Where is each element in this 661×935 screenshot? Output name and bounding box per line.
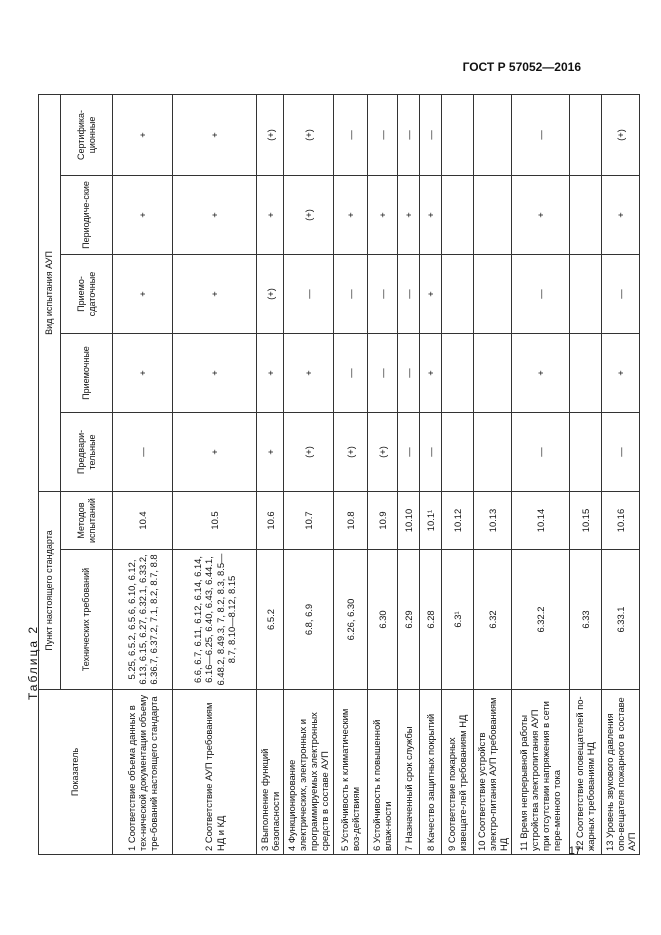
cell-handover bbox=[569, 255, 601, 334]
cell-periodic bbox=[441, 176, 473, 255]
cell-indicator: 1 Соответствие объема данных в тех-нической документации объему тре-бований настоящего стандарта bbox=[113, 690, 173, 855]
cell-certification bbox=[569, 94, 601, 175]
cell-handover: + bbox=[113, 255, 173, 334]
header-preliminary: Предвари-тельные bbox=[61, 413, 113, 492]
header-clause-group: Пункт настоящего стандарта bbox=[39, 492, 61, 690]
cell-acceptance: + bbox=[113, 334, 173, 413]
rotated-table-container bbox=[38, 95, 638, 855]
cell-handover: + bbox=[419, 255, 441, 334]
cell-tech-req: 6.8, 6.9 bbox=[284, 550, 333, 690]
cell-acceptance: + bbox=[257, 334, 284, 413]
cell-preliminary: + bbox=[173, 413, 257, 492]
cell-acceptance: + bbox=[511, 334, 569, 413]
header-handover: Приемо-сдаточные bbox=[61, 255, 113, 334]
page-number: 17 bbox=[568, 845, 581, 857]
table-row bbox=[113, 94, 173, 854]
cell-certification: — bbox=[397, 94, 419, 175]
cell-periodic: + bbox=[333, 176, 367, 255]
cell-indicator: 5 Устойчивость к климатическим воз-действиям bbox=[333, 690, 367, 855]
table-row bbox=[419, 94, 441, 854]
cell-tech-req: 6.33 bbox=[569, 550, 601, 690]
table-caption: Таблица 2 bbox=[26, 624, 40, 700]
cell-indicator: 12 Соответствие оповещателей по-жарных требованиям НД bbox=[569, 690, 601, 855]
header-indicator: Показатель bbox=[39, 690, 113, 855]
table-row bbox=[397, 94, 419, 854]
cell-certification bbox=[473, 94, 511, 175]
cell-handover: + bbox=[173, 255, 257, 334]
cell-acceptance bbox=[569, 334, 601, 413]
header-test-type-group: Вид испытания АУП bbox=[39, 94, 61, 491]
cell-certification: — bbox=[333, 94, 367, 175]
cell-acceptance bbox=[441, 334, 473, 413]
cell-certification: — bbox=[367, 94, 397, 175]
cell-preliminary: + bbox=[257, 413, 284, 492]
cell-tech-req: 6.28 bbox=[419, 550, 441, 690]
cell-test-method: 10.16 bbox=[601, 492, 639, 550]
cell-handover: — bbox=[511, 255, 569, 334]
cell-periodic: + bbox=[601, 176, 639, 255]
cell-handover: (+) bbox=[257, 255, 284, 334]
cell-certification bbox=[441, 94, 473, 175]
cell-periodic bbox=[473, 176, 511, 255]
cell-periodic: (+) bbox=[284, 176, 333, 255]
cell-test-method: 10.6 bbox=[257, 492, 284, 550]
cell-periodic: + bbox=[113, 176, 173, 255]
cell-acceptance: — bbox=[367, 334, 397, 413]
cell-indicator: 2 Соответствие АУП требованиям НД и КД bbox=[173, 690, 257, 855]
cell-certification: + bbox=[113, 94, 173, 175]
cell-test-method: 10.13 bbox=[473, 492, 511, 550]
cell-indicator: 8 Качество защитных покрытий bbox=[419, 690, 441, 855]
cell-acceptance: — bbox=[333, 334, 367, 413]
cell-periodic: + bbox=[397, 176, 419, 255]
cell-indicator: 6 Устойчивость к повышенной влаж-ности bbox=[367, 690, 397, 855]
cell-handover bbox=[473, 255, 511, 334]
cell-handover bbox=[441, 255, 473, 334]
cell-test-method: 10.14 bbox=[511, 492, 569, 550]
cell-indicator: 10 Соответствие устройств электро-питания АУП требованиям НД bbox=[473, 690, 511, 855]
table-row bbox=[601, 94, 639, 854]
cell-preliminary: — bbox=[113, 413, 173, 492]
cell-preliminary: — bbox=[397, 413, 419, 492]
header-test-methods: Методов испытаний bbox=[61, 492, 113, 550]
cell-indicator: 9 Соответствие пожарных извещате-лей требованиям НД bbox=[441, 690, 473, 855]
cell-certification: + bbox=[173, 94, 257, 175]
header-tech-req: Технических требований bbox=[61, 550, 113, 690]
document-header: ГОСТ Р 57052—2016 bbox=[462, 60, 581, 74]
cell-preliminary: (+) bbox=[333, 413, 367, 492]
cell-certification: (+) bbox=[257, 94, 284, 175]
cell-certification: — bbox=[511, 94, 569, 175]
table-row bbox=[441, 94, 473, 854]
cell-test-method: 10.7 bbox=[284, 492, 333, 550]
cell-acceptance: + bbox=[601, 334, 639, 413]
cell-tech-req: 6.26, 6.30 bbox=[333, 550, 367, 690]
cell-indicator: 4 Функционирование электрических, электронных и программируемых электронных средств в составе АУП bbox=[284, 690, 333, 855]
table-row bbox=[284, 94, 333, 854]
cell-tech-req: 6.6, 6.7, 6.11, 6.12, 6.14, 6.14, 6.16—6.25, 6.40, 6.43, 6.44.1, 6.48.2, 8.49.3, 7, 8.2, 8.3, 8.5—8.7, 8.10—8.12, 8.15 bbox=[173, 550, 257, 690]
cell-acceptance: + bbox=[173, 334, 257, 413]
cell-tech-req: 5.25, 6.5.2, 6.5.6, 6.10, 6.12, 6.13, 6.15, 6.27, 6.32.1, 6.33.2, 6.36.7, 6.37.2, 7.1, 8.2, 8.7, 8.8 bbox=[113, 550, 173, 690]
cell-tech-req: 6.5.2 bbox=[257, 550, 284, 690]
test-types-table bbox=[38, 94, 640, 855]
cell-tech-req: 6.32 bbox=[473, 550, 511, 690]
cell-indicator: 13 Уровень звукового давления опо-вещателя пожарного в составе АУП bbox=[601, 690, 639, 855]
cell-preliminary bbox=[569, 413, 601, 492]
cell-handover: — bbox=[333, 255, 367, 334]
cell-periodic: + bbox=[511, 176, 569, 255]
header-acceptance: Приемочные bbox=[61, 334, 113, 413]
cell-acceptance bbox=[473, 334, 511, 413]
cell-periodic: + bbox=[419, 176, 441, 255]
cell-periodic: + bbox=[367, 176, 397, 255]
table-row bbox=[367, 94, 397, 854]
table-row bbox=[473, 94, 511, 854]
cell-test-method: 10.1¹ bbox=[419, 492, 441, 550]
table-row bbox=[333, 94, 367, 854]
cell-periodic bbox=[569, 176, 601, 255]
cell-preliminary: — bbox=[511, 413, 569, 492]
table-row bbox=[511, 94, 569, 854]
cell-preliminary: (+) bbox=[367, 413, 397, 492]
cell-acceptance: — bbox=[397, 334, 419, 413]
header-certification: Сертифика-ционные bbox=[61, 94, 113, 175]
cell-indicator: 11 Время непрерывной работы устройства электропитания АУП при отсутствии напряжения в сети пере-менного тока bbox=[511, 690, 569, 855]
cell-acceptance: + bbox=[419, 334, 441, 413]
cell-indicator: 7 Назначенный срок службы bbox=[397, 690, 419, 855]
cell-certification: (+) bbox=[284, 94, 333, 175]
cell-preliminary: — bbox=[419, 413, 441, 492]
cell-tech-req: 6.32.2 bbox=[511, 550, 569, 690]
cell-tech-req: 6.3¹ bbox=[441, 550, 473, 690]
table-row bbox=[569, 94, 601, 854]
cell-preliminary: — bbox=[601, 413, 639, 492]
cell-acceptance: + bbox=[284, 334, 333, 413]
cell-test-method: 10.8 bbox=[333, 492, 367, 550]
cell-certification: — bbox=[419, 94, 441, 175]
cell-tech-req: 6.29 bbox=[397, 550, 419, 690]
table-row bbox=[257, 94, 284, 854]
header-periodic: Периодиче-ские bbox=[61, 176, 113, 255]
cell-handover: — bbox=[601, 255, 639, 334]
table-body bbox=[113, 94, 640, 854]
cell-certification: (+) bbox=[601, 94, 639, 175]
cell-tech-req: 6.33.1 bbox=[601, 550, 639, 690]
cell-periodic: + bbox=[257, 176, 284, 255]
cell-handover: — bbox=[397, 255, 419, 334]
cell-periodic: + bbox=[173, 176, 257, 255]
cell-handover: — bbox=[367, 255, 397, 334]
cell-test-method: 10.15 bbox=[569, 492, 601, 550]
cell-test-method: 10.9 bbox=[367, 492, 397, 550]
cell-indicator: 3 Выполнение функций безопасности bbox=[257, 690, 284, 855]
cell-test-method: 10.10 bbox=[397, 492, 419, 550]
cell-tech-req: 6.30 bbox=[367, 550, 397, 690]
cell-preliminary bbox=[473, 413, 511, 492]
cell-test-method: 10.12 bbox=[441, 492, 473, 550]
cell-preliminary bbox=[441, 413, 473, 492]
cell-preliminary: (+) bbox=[284, 413, 333, 492]
table-row bbox=[173, 94, 257, 854]
cell-handover: — bbox=[284, 255, 333, 334]
cell-test-method: 10.5 bbox=[173, 492, 257, 550]
cell-test-method: 10.4 bbox=[113, 492, 173, 550]
